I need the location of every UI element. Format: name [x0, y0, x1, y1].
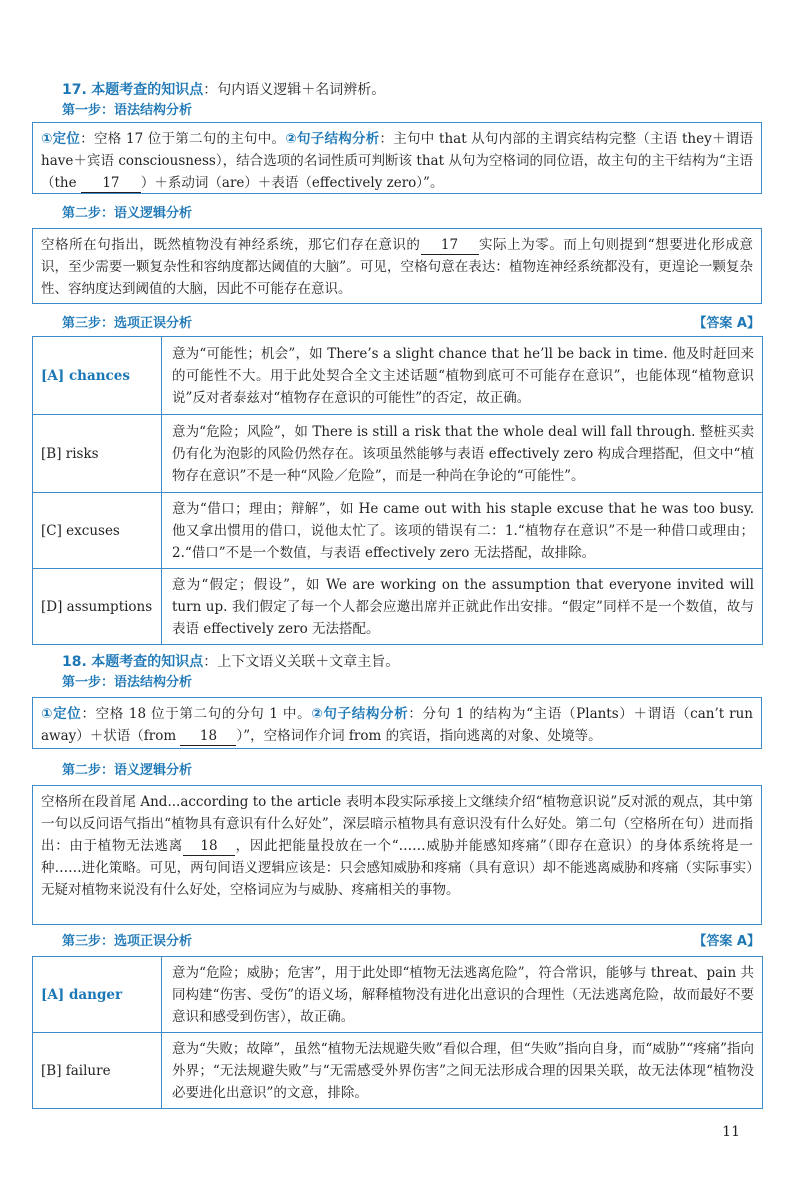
q18-heading	[62, 652, 399, 672]
q18-step1-heading: 第一步：语法结构分析	[62, 675, 193, 690]
q17-step2-heading: 第二步：语义逻辑分析	[62, 206, 193, 221]
q17-structure-tail: ）＋系动词（are）＋表语（effectively zero）”。	[140, 175, 444, 191]
q17-option-row-a	[33, 337, 763, 415]
q18-step3-heading: 第三步：选项正误分析	[62, 934, 193, 949]
q17-option-row-b	[33, 415, 763, 493]
q18-logic-text-pre: 空格所在段首尾 And...according to the article 表明本段实际承接上文继续介绍“植物意识说”反对派的观点，其中第一句以反问语气指出“植物具有意识有什么好处”，深层暗示植物具有意识没有什么好处。第二句（空格所在句）进而指出：由于植物无法逃离	[41, 794, 753, 854]
q17-option-row-d	[33, 569, 763, 645]
q17-option-d-desc: 意为“假定；假设”，如 We are working on the assumption that everyone invited will turn up. 我们假定了每一个人都会应邀出席并正就此作出安排。“假定”同样不是一个数值，故与表语 effectively zero 无法搭配。	[162, 569, 763, 645]
q17-option-b-label: [B] risks	[33, 415, 162, 493]
page-number: 11	[722, 1124, 740, 1140]
q18-options-table	[32, 956, 763, 1109]
q17-logic-blank: 17	[421, 236, 479, 255]
q17-option-a-desc: 意为“可能性；机会”，如 There’s a slight chance that he’ll be back in time. 他及时赶回来的可能性不大。用于此处契合全文主述话题“植物到底可不可能存在意识”，也能体现“植物意识说”反对者泰兹对“植物存在意识的可能性”的否定，故正确。	[162, 337, 763, 415]
q17-locate-text: ：空格 17 位于第二句的主句中。	[80, 131, 286, 147]
q17-number: 17.	[62, 82, 87, 98]
q18-structure-tail: ）”，空格词作介词 from 的宾语，指向逃离的对象、处境等。	[236, 728, 602, 744]
q17-step3-heading: 第三步：选项正误分析	[62, 316, 193, 331]
q17-knowledge-label: 本题考查的知识点	[91, 82, 204, 98]
q17-answer: 【答案 A】	[693, 316, 760, 331]
q18-option-b-label: [B] failure	[33, 1033, 162, 1109]
q17-step1-box	[32, 122, 762, 194]
q17-logic-text-pre: 空格所在句指出，既然植物没有神经系统，那它们存在意识的	[41, 237, 421, 253]
q17-structure-blank: 17	[81, 174, 141, 193]
q18-number: 18.	[62, 654, 87, 670]
q17-step2-box	[32, 228, 762, 304]
q18-option-row-b	[33, 1033, 763, 1109]
q17-option-b-desc: 意为“危险；风险”，如 There is still a risk that the whole deal will fall through. 整桩买卖仍有化为泡影的风险仍然存在。该项虽然能够与表语 effectively zero 构成合理搭配，但文中“植物存在意识”不是一种“风险／危险”，而是一种尚在争论的“可能性”。	[162, 415, 763, 493]
q18-step2-box	[32, 785, 762, 925]
q18-option-a-desc: 意为“危险；威胁；危害”，用于此处即“植物无法逃离危险”，符合常识，能够与 threat、pain 共同构建“伤害、受伤”的语义场，解释植物没有进化出意识的合理性（无法逃离危险，故而最好不要意识和感受到伤害），故正确。	[162, 957, 763, 1033]
q17-structure-label: ②句子结构分析	[285, 131, 380, 147]
q18-option-a-label: [A] danger	[33, 957, 162, 1033]
q18-logic-text-post: ，因此把能量投放在一个“……威胁并能感知疼痛”（即存在意识）的身体系统将是一种……进化策略。可见，两句间语义逻辑应该是：只会感知威胁和疼痛（具有意识）却不能逃离威胁和疼痛（实际事实）无疑对植物来说没有什么好处，空格词应为与威胁、疼痛相关的事物。	[41, 838, 753, 898]
q17-option-c-desc: 意为“借口；理由；辩解”，如 He came out with his staple excuse that he was too busy. 他又拿出惯用的借口，说他太忙了。该项的错误有二：1.“植物存在意识”不是一种借口或理由；2.“借口”不是一个数值，与表语 effectively zero 无法搭配，故排除。	[162, 493, 763, 569]
q18-step1-box	[32, 697, 762, 749]
q17-structure-text: ：主句中 that 从句内部的主谓宾结构完整（主语 they＋谓语 have＋宾语 consciousness），结合选项的名词性质可判断该 that 从句为空格词的同位语，故主句的主干结构为“主语（the	[41, 131, 753, 191]
q18-knowledge-label: 本题考查的知识点	[91, 654, 204, 670]
q18-knowledge-text: ：上下文语义关联＋文章主旨。	[203, 654, 400, 670]
q17-options-table	[32, 336, 763, 645]
q17-locate-label: ①定位	[41, 131, 81, 147]
q18-option-row-a	[33, 957, 763, 1033]
q17-step1-heading: 第一步：语法结构分析	[62, 103, 193, 118]
q17-option-d-label: [D] assumptions	[33, 569, 162, 645]
q18-structure-label: ②句子结构分析	[311, 706, 409, 722]
q18-answer: 【答案 A】	[693, 934, 760, 949]
q17-heading	[62, 80, 385, 100]
q17-option-row-c	[33, 493, 763, 569]
q18-locate-text: ：空格 18 位于第二句的分句 1 中。	[81, 706, 312, 722]
q18-locate-label: ①定位	[41, 706, 82, 722]
q17-knowledge-text: ：句内语义逻辑＋名词辨析。	[203, 82, 386, 98]
q18-step2-heading: 第二步：语义逻辑分析	[62, 763, 193, 778]
q18-logic-blank: 18	[183, 837, 235, 856]
q18-option-b-desc: 意为“失败；故障”，虽然“植物无法规避失败”看似合理，但“失败”指向自身，而“威胁”“疼痛”指向外界；“无法规避失败”与“无需感受外界伤害”之间无法形成合理的因果关联，故无法体现“植物没必要进化出意识”的文意，排除。	[162, 1033, 763, 1109]
q18-structure-text: ：分句 1 的结构为“主语（Plants）＋谓语（can’t run away）＋状语（from	[41, 706, 753, 744]
q17-option-c-label: [C] excuses	[33, 493, 162, 569]
q17-logic-text-post: 实际上为零。而上句则提到“想要进化形成意识，至少需要一颗复杂性和容纳度都达阈值的大脑”。可见，空格句意在表达：植物连神经系统都没有，更遑论一颗复杂性、容纳度达到阈值的大脑，因此不可能存在意识。	[41, 237, 754, 297]
q18-structure-blank: 18	[180, 727, 236, 746]
q17-option-a-label: [A] chances	[33, 337, 162, 415]
